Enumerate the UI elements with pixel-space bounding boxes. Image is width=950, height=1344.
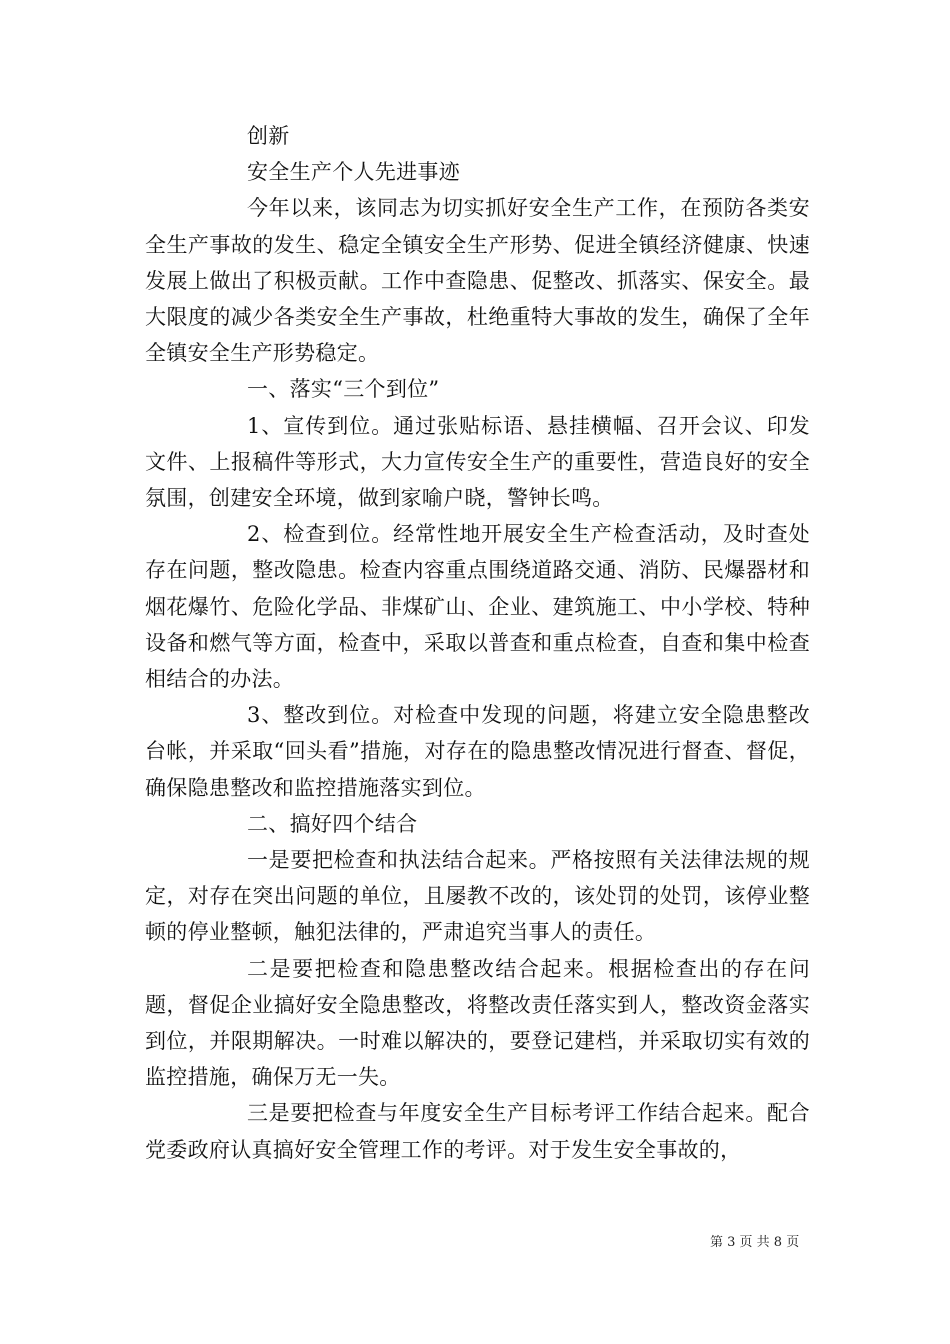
section-heading-two: 二、搞好四个结合: [247, 811, 418, 836]
section-heading-one: 一、落实“三个到位”: [247, 377, 440, 402]
paragraph-publicity: 1、宣传到位。通过张贴标语、悬挂横幅、召开会议、印发文件、上报稿件等形式，大力宣传安全生产的重要性，营造良好的安全氛围，创建安全环境，做到家喻户晓，警钟长鸣。: [145, 413, 810, 511]
paragraph-heading-innovation: 创新: [247, 124, 290, 148]
document-body: [145, 118, 810, 1168]
paragraph-combination-one: 一是要把检查和执法结合起来。严格按照有关法律法规的规定，对存在突出问题的单位，且屡教不改的，该处罚的处罚，该停业整顿的停业整顿，触犯法律的，严肃追究当事人的责任。: [145, 848, 810, 945]
paragraph-combination-two: 二是要把检查和隐患整改结合起来。根据检查出的存在问题，督促企业搞好安全隐患整改，将整改责任落实到人，整改资金落实到位，并限期解决。一时难以解决的，要登记建档，并采取切实有效的监控措施，确保万无一失。: [145, 956, 810, 1090]
paragraph-rectification: 3、整改到位。对检查中发现的问题，将建立安全隐患整改台帐，并采取“回头看”措施，对存在的隐患整改情况进行督查、督促，确保隐患整改和监控措施落实到位。: [145, 703, 810, 800]
paragraph-combination-three: 三是要把检查与年度安全生产目标考评工作结合起来。配合党委政府认真搞好安全管理工作的考评。对于发生安全事故的，: [145, 1101, 810, 1162]
paragraph-intro: 今年以来，该同志为切实抓好安全生产工作，在预防各类安全生产事故的发生、稳定全镇安全生产形势、促进全镇经济健康、快速发展上做出了积极贡献。工作中查隐患、促整改、抓落实、保安全。最大限度的减少各类安全生产事故，杜绝重特大事故的发生，确保了全年全镇安全生产形势稳定。: [145, 196, 810, 366]
page-number-footer: 第 3 页 共 8 页: [710, 1235, 800, 1250]
paragraph-title: 安全生产个人先进事迹: [247, 160, 460, 185]
paragraph-inspection: 2、检查到位。经常性地开展安全生产检查活动，及时查处存在问题，整改隐患。检查内容重点围绕道路交通、消防、民爆器材和烟花爆竹、危险化学品、非煤矿山、企业、建筑施工、中小学校、特种设备和燃气等方面，检查中，采取以普查和重点检查，自查和集中检查相结合的办法。: [145, 522, 810, 692]
